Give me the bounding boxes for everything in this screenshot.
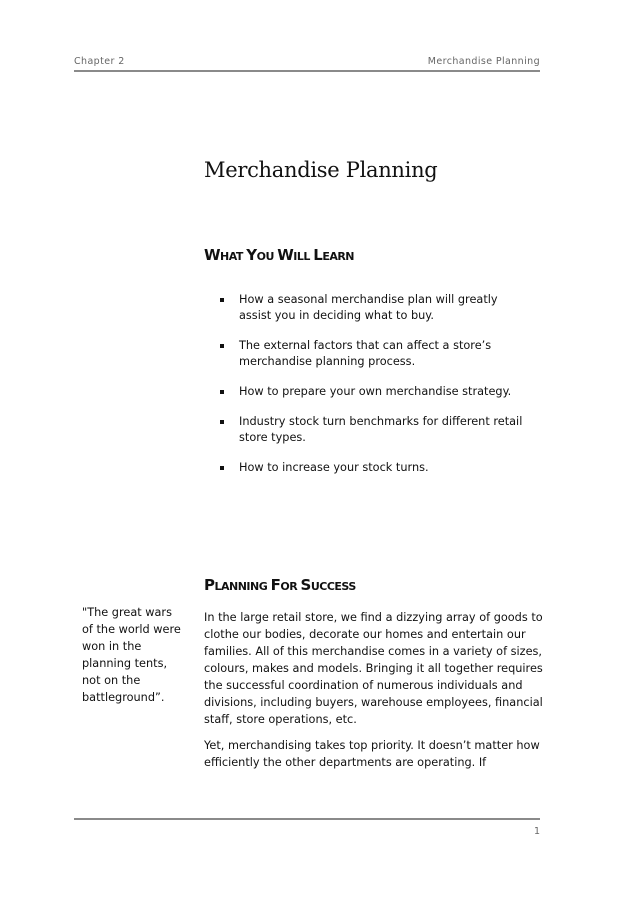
list-item-text: How to prepare your own merchandise strategy.	[239, 385, 512, 398]
heading-planning-for-success	[204, 575, 356, 594]
bullet-icon	[220, 298, 224, 302]
heading-part: OR	[280, 580, 301, 593]
bullet-icon	[220, 466, 224, 470]
chapter-title: Merchandise Planning	[204, 158, 438, 182]
bullet-icon	[220, 390, 224, 394]
heading-part: P	[204, 576, 215, 594]
header-rule	[74, 70, 540, 72]
list-item	[220, 338, 530, 370]
paragraph: Yet, merchandising takes top priority. It doesn’t matter how efficiently the other departments are operating. If	[204, 739, 540, 769]
heading-part: S	[300, 576, 311, 594]
list-item-text: How a seasonal merchandise plan will greatly assist you in deciding what to buy.	[239, 293, 498, 322]
footer-rule	[74, 818, 540, 820]
heading-part: W	[277, 246, 294, 264]
learning-objectives-list	[220, 292, 530, 490]
header-title: Merchandise Planning	[427, 56, 540, 67]
heading-part: W	[204, 246, 221, 264]
sidebar-quote: "The great wars of the world were won in the planning tents, not on the battleground”.	[82, 606, 181, 704]
heading-part: F	[270, 576, 281, 594]
heading-part: UCCESS	[310, 580, 356, 593]
heading-part: LANNING	[214, 580, 271, 593]
bullet-icon	[220, 344, 224, 348]
heading-part: EARN	[322, 250, 355, 263]
list-item	[220, 384, 530, 400]
heading-part: Y	[246, 246, 257, 264]
list-item-text: Industry stock turn benchmarks for different retail store types.	[239, 415, 523, 444]
page-number: 1	[533, 826, 540, 837]
list-item	[220, 460, 530, 476]
heading-part: ILL	[293, 250, 314, 263]
paragraph: In the large retail store, we find a dizzying array of goods to clothe our bodies, decorate our homes and entertain our families. All of this merchandise comes in a variety of sizes, colours, makes and models. Bringing it all together requires the successful coordination of numerous individuals and divisions, including buyers, warehouse employees, financial staff, store operations, etc.	[204, 611, 543, 726]
list-item	[220, 414, 530, 446]
heading-what-you-will-learn	[204, 245, 354, 264]
list-item	[220, 292, 530, 324]
bullet-icon	[220, 420, 224, 424]
header-chapter: Chapter 2	[74, 56, 125, 67]
list-item-text: How to increase your stock turns.	[239, 461, 429, 474]
body-text	[204, 609, 544, 780]
heading-part: L	[313, 246, 323, 264]
list-item-text: The external factors that can affect a store’s merchandise planning process.	[239, 339, 492, 368]
heading-part: OU	[256, 250, 278, 263]
heading-part: HAT	[220, 250, 247, 263]
